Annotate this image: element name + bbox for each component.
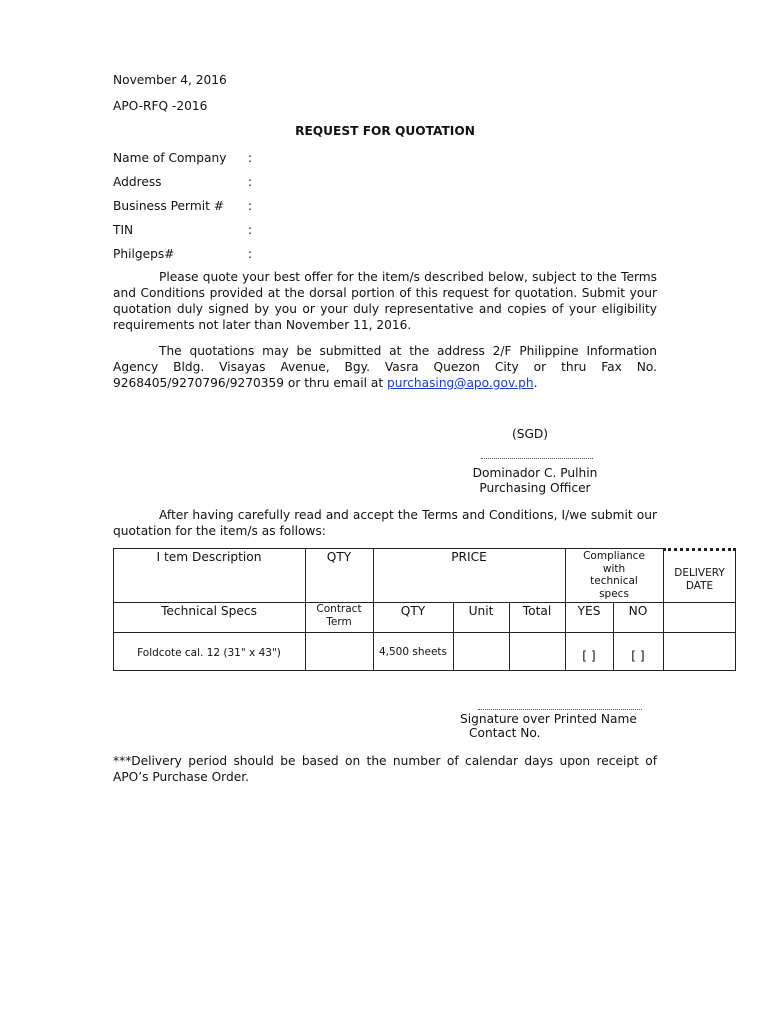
field-label-company: Name of Company	[113, 151, 227, 165]
signatory-name: Dominador C. Pulhin	[472, 466, 598, 480]
reference-number: APO-RFQ -2016	[113, 99, 208, 113]
row-no-checkbox[interactable]: [ ]	[631, 649, 645, 663]
sgd-mark: (SGD)	[511, 427, 549, 441]
field-colon: :	[248, 223, 253, 237]
field-colon: :	[248, 151, 253, 165]
subheader-qty: QTY	[400, 604, 426, 618]
document-date: November 4, 2016	[113, 73, 227, 87]
signature-label: Signature over Printed Name	[460, 712, 637, 726]
subheader-total: Total	[522, 604, 552, 618]
instructions-paragraph: Please quote your best offer for the item/s described below, subject to the Terms and Conditions provided at the dorsal portion of this request for quotation. Submit your quotation duly signed by you or your duly representative and copies of your eligibility requirements not later than November 11, 2016.	[113, 270, 657, 332]
row-spec: Foldcote cal. 12 (31" x 43")	[137, 647, 281, 659]
subheader-technical-specs: Technical Specs	[161, 604, 257, 618]
field-label-business-permit: Business Permit #	[113, 199, 224, 213]
header-compliance-line: with	[602, 562, 626, 575]
header-compliance	[565, 550, 663, 600]
subheader-contract-term	[305, 603, 373, 628]
subheader-contract-line: Term	[326, 615, 352, 628]
email-link[interactable]: purchasing@apo.gov.ph	[386, 376, 534, 390]
subheader-contract-line: Contract	[316, 603, 362, 615]
delivery-note: ***Delivery period should be based on the number of calendar days upon receipt of APO’s Purchase Order.	[113, 754, 657, 784]
signature-line	[481, 458, 593, 459]
header-compliance-line: specs	[599, 587, 629, 600]
acceptance-paragraph: After having carefully read and accept the Terms and Conditions, I/we submit our quotation for the item/s as follows:	[113, 508, 657, 538]
subheader-yes: YES	[577, 604, 601, 618]
subheader-no: NO	[628, 604, 648, 618]
field-label-tin: TIN	[113, 223, 134, 237]
field-colon: :	[248, 175, 253, 189]
field-colon: :	[248, 247, 253, 261]
document-title: REQUEST FOR QUOTATION	[295, 124, 475, 138]
signatory-position: Purchasing Officer	[479, 481, 591, 495]
field-label-address: Address	[113, 175, 162, 189]
header-item-description: I tem Description	[156, 550, 262, 564]
header-compliance-line: Compliance	[583, 550, 645, 562]
subheader-unit: Unit	[468, 604, 494, 618]
submission-end: .	[533, 376, 538, 390]
bidder-signature-line	[478, 709, 642, 710]
header-qty: QTY	[326, 550, 352, 564]
contact-label: Contact No.	[469, 726, 541, 740]
field-colon: :	[248, 199, 253, 213]
row-qty: 4,500 sheets	[378, 646, 448, 658]
quotation-table	[113, 548, 736, 671]
submission-text: The quotations may be submitted at the address 2/F Philippine Information Agency Bldg. Visayas Avenue, Bgy. Vasra Quezon City or thru Fax No. 9268405/9270796/9270359 or thru email at	[113, 344, 657, 390]
header-delivery-line: DATE	[685, 579, 714, 592]
field-label-philgeps: Philgeps#	[113, 247, 175, 261]
row-yes-checkbox[interactable]: [ ]	[582, 649, 596, 663]
header-delivery-line: DELIVERY	[674, 567, 725, 579]
header-price: PRICE	[451, 550, 487, 564]
header-compliance-line: technical	[590, 575, 638, 587]
submission-paragraph	[113, 343, 657, 391]
header-delivery-date	[663, 567, 736, 592]
